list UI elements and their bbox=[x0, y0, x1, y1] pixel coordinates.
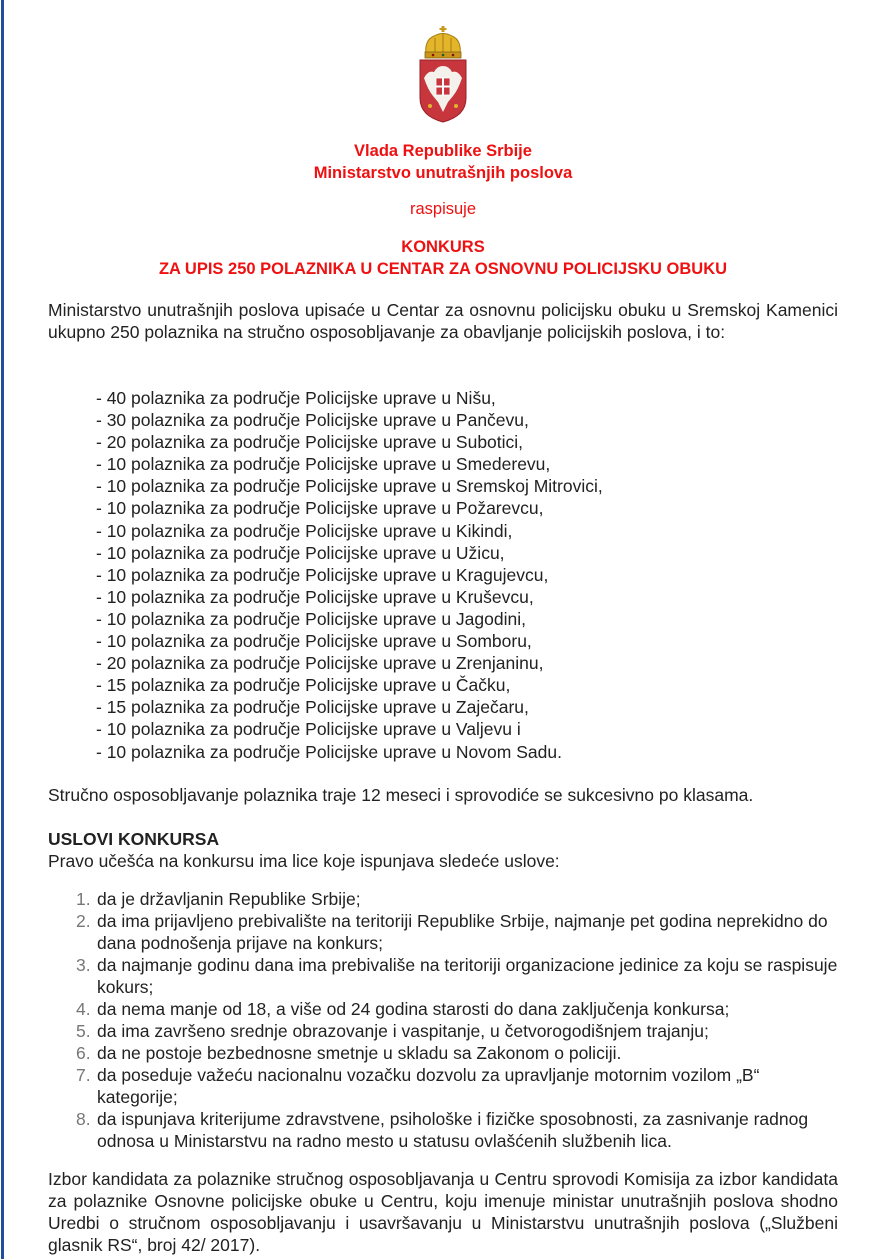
allocation-item: - 10 polaznika za područje Policijske uprave u Smederevu, bbox=[96, 454, 551, 475]
allocation-item: - 10 polaznika za područje Policijske uprave u Novom Sadu. bbox=[96, 741, 562, 762]
allocation-item: - 10 polaznika za područje Policijske uprave u Kragujevcu, bbox=[96, 564, 549, 585]
competition-heading bbox=[48, 236, 838, 280]
condition-number: 2. bbox=[76, 911, 91, 931]
allocation-item: - 10 polaznika za područje Policijske uprave u Valjevu i bbox=[96, 719, 521, 740]
ministry-name: Ministarstvo unutrašnjih poslova bbox=[313, 164, 573, 182]
allocation-item: - 10 polaznika za područje Policijske uprave u Kikindi, bbox=[96, 520, 513, 541]
competition-subtitle: ZA UPIS 250 POLAZNIKA U CENTAR ZA OSNOVNU POLICIJSKU OBUKU bbox=[158, 260, 728, 278]
condition-item bbox=[48, 888, 838, 910]
allocation-item: - 40 polaznika za područje Policijske uprave u Nišu, bbox=[96, 388, 496, 408]
condition-text: da ispunjava kriterijume zdravstvene, psihološke i fizičke sposobnosti, za zasnivanje radnog odnosa u Ministarstvu na radno mesto u statusu ovlašćenih službenih lica. bbox=[97, 1109, 809, 1151]
conditions-heading: USLOVI KONKURSA bbox=[48, 829, 220, 849]
allocation-item: - 10 polaznika za područje Policijske uprave u Sremskoj Mitrovici, bbox=[96, 476, 603, 497]
allocation-item: - 10 polaznika za područje Policijske uprave u Požarevcu, bbox=[96, 498, 544, 519]
allocation-item: - 10 polaznika za područje Policijske uprave u Somboru, bbox=[96, 631, 532, 652]
allocation-item: - 15 polaznika za područje Policijske uprave u Zaječaru, bbox=[96, 697, 529, 718]
condition-text: da ima završeno srednje obrazovanje i vaspitanje, u četvorogodišnjem trajanju; bbox=[97, 1021, 709, 1041]
page-left-border bbox=[1, 0, 4, 1259]
condition-text: da poseduje važeću nacionalnu vozačku dozvolu za upravljanje motornim vozilom „B“ kategorije; bbox=[97, 1065, 760, 1107]
condition-item bbox=[48, 1108, 838, 1152]
condition-item bbox=[48, 1020, 838, 1042]
condition-number: 4. bbox=[76, 999, 91, 1019]
intro-paragraph: Ministarstvo unutrašnjih poslova upisaće u Centar za osnovnu policijsku obuku u Sremskoj Kamenici ukupno 250 polaznika na stručno osposobljavanje za obavljanje policijskih poslova, i to: bbox=[48, 300, 838, 342]
condition-number: 5. bbox=[76, 1021, 91, 1041]
allocation-item: - 20 polaznika za područje Policijske uprave u Subotici, bbox=[96, 432, 524, 453]
condition-text: da ne postoje bezbednosne smetnje u skladu sa Zakonom o policiji. bbox=[97, 1043, 622, 1063]
allocation-item: - 20 polaznika za područje Policijske uprave u Zrenjaninu, bbox=[96, 653, 544, 674]
condition-item bbox=[48, 910, 838, 954]
condition-item bbox=[48, 1064, 838, 1108]
coat-of-arms-icon bbox=[418, 26, 468, 123]
condition-item bbox=[48, 998, 838, 1020]
allocation-list bbox=[96, 387, 603, 763]
allocation-item: - 30 polaznika za područje Policijske uprave u Pančevu, bbox=[96, 410, 529, 431]
condition-text: da nema manje od 18, a više od 24 godina starosti do dana zaključenja konkursa; bbox=[97, 999, 730, 1019]
condition-number: 3. bbox=[76, 955, 91, 975]
condition-text: da najmanje godinu dana ima prebivališe na teritoriji organizacione jedinice za koju se raspisuje kokurs; bbox=[97, 955, 838, 997]
condition-number: 7. bbox=[76, 1065, 91, 1085]
duration-paragraph: Stručno osposobljavanje polaznika traje 12 meseci i sprovodiće se sukcesivno po klasama. bbox=[48, 785, 754, 805]
condition-number: 6. bbox=[76, 1043, 91, 1063]
conditions-intro: Pravo učešća na konkursu ima lice koje ispunjava sledeće uslove: bbox=[48, 851, 560, 871]
issuer-heading bbox=[48, 140, 838, 184]
allocation-item: - 15 polaznika za područje Policijske uprave u Čačku, bbox=[96, 675, 511, 696]
announces-label: raspisuje bbox=[409, 200, 477, 218]
condition-text: da ima prijavljeno prebivalište na teritoriji Republike Srbije, najmanje pet godina neprekidno do dana podnošenja prijave na konkurs; bbox=[97, 911, 828, 953]
allocation-item: - 10 polaznika za područje Policijske uprave u Jagodini, bbox=[96, 608, 526, 629]
condition-item bbox=[48, 1042, 838, 1064]
allocation-item: - 10 polaznika za područje Policijske uprave u Užicu, bbox=[96, 542, 505, 563]
conditions-list bbox=[48, 888, 838, 1152]
condition-text: da je državljanin Republike Srbije; bbox=[97, 889, 361, 909]
allocation-item: - 10 polaznika za područje Policijske uprave u Kruševcu, bbox=[96, 586, 534, 607]
condition-number: 8. bbox=[76, 1109, 91, 1129]
condition-item bbox=[48, 954, 838, 998]
condition-number: 1. bbox=[76, 889, 91, 909]
competition-title: KONKURS bbox=[401, 238, 485, 256]
selection-paragraph: Izbor kandidata za polaznike stručnog osposobljavanja u Centru sprovodi Komisija za izbor kandidata za polaznike Osnovne policijske obuke u Centru, koju imenuje ministar unutrašnjih poslova shodno Uredbi o stručnom osposobljavanju i usavršavanju u Ministarstvu unutrašnjih poslova („Službeni glasnik RS“, broj 42/ 2017). bbox=[48, 1169, 838, 1255]
government-name: Vlada Republike Srbije bbox=[354, 142, 532, 160]
